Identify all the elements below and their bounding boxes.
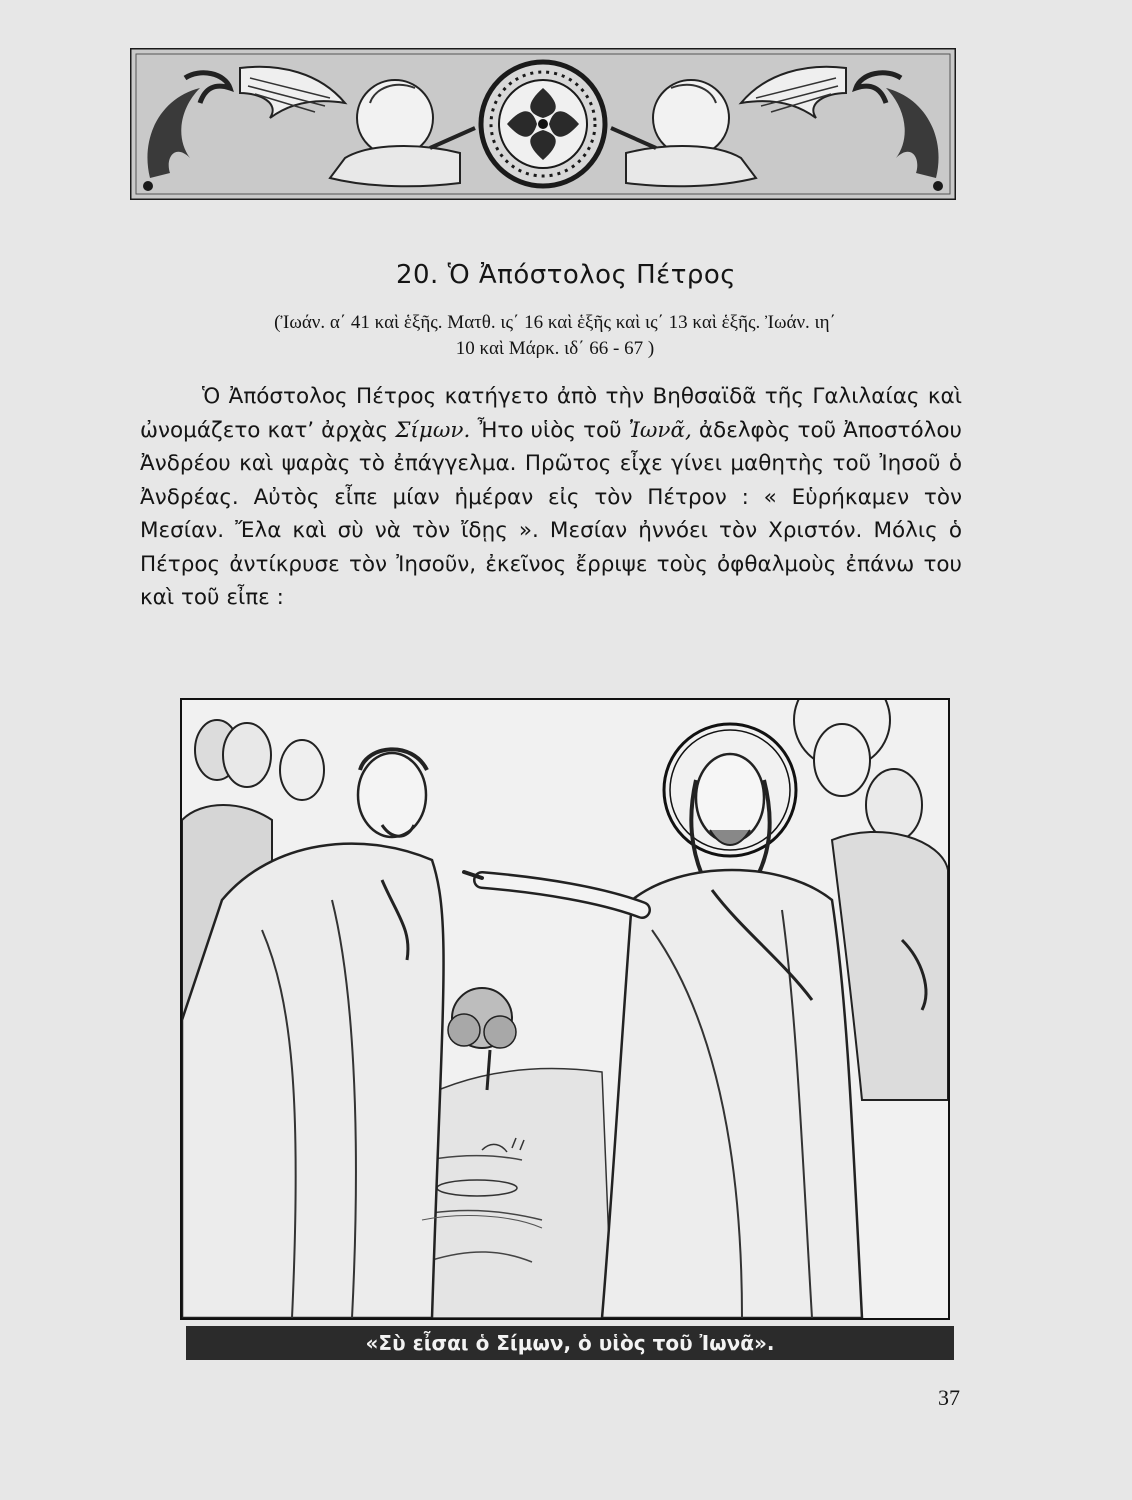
chapter-heading	[0, 260, 1132, 290]
paragraph-part-2: Ἦτο υἱὸς τοῦ	[477, 417, 622, 443]
angels-rosette-ornament-icon	[130, 48, 956, 200]
name-iona-italic: Ἰωνᾶ,	[628, 417, 692, 443]
paragraph-part-3: ἀδελφὸς τοῦ Ἀποστόλου Ἀνδρέου καὶ ψαρὰς τὸ ἐπάγγελμα. Πρῶτος εἶχε γίνει μαθητὴς τοῦ Ἰησοῦ ὁ Ἀνδρέας. Αὐτὸς εἶπε μίαν ἡμέραν εἰς τὸν Πέτρον : « Εὑρήκαμεν τὸν Μεσίαν. Ἔλα καὶ σὺ νὰ τὸν ἴδῃς ». Μεσίαν ἠννόει τὸν Χριστόν. Μόλις ὁ Πέτρος ἀντίκρυσε τὸν Ἰησοῦν, ἐκεῖνος ἔρριψε τοὺς ὀφθαλμοὺς ἐπάνω του καὶ τοῦ εἶπε :	[140, 417, 962, 610]
scripture-references	[140, 310, 970, 362]
name-simon-italic: Σίμων.	[395, 417, 471, 443]
chapter-title: Ὁ Ἀπόστολος Πέτρος	[447, 260, 737, 290]
illustration-jesus-and-peter	[180, 698, 950, 1320]
chapter-number: 20.	[395, 260, 439, 290]
decorative-header-band	[130, 48, 956, 200]
paragraph-part-1: Ὁ Ἀπόστολος Πέτρος κατήγετο ἀπὸ τὴν Βηθσαϊδᾶ τῆς Γαλιλαίας καὶ ὠνομάζετο κατ’ ἀρχὰς	[140, 384, 962, 443]
jesus-pointing-at-peter-image-icon	[182, 700, 948, 1318]
illustration-caption: «Σὺ εἶσαι ὁ Σίμων, ὁ υἱὸς τοῦ Ἰωνᾶ».	[186, 1326, 954, 1360]
references-line-2: 10 καὶ Μάρκ. ιδ΄ 66 - 67 )	[455, 338, 655, 359]
chapter-paragraph	[140, 380, 962, 615]
references-line-1: (Ἰωάν. α΄ 41 καὶ ἑξῆς. Ματθ. ις΄ 16 καὶ ἑξῆς καὶ ις΄ 13 καὶ ἑξῆς. Ἰωάν. ιη΄	[274, 312, 836, 333]
page-number: 37	[938, 1385, 960, 1410]
